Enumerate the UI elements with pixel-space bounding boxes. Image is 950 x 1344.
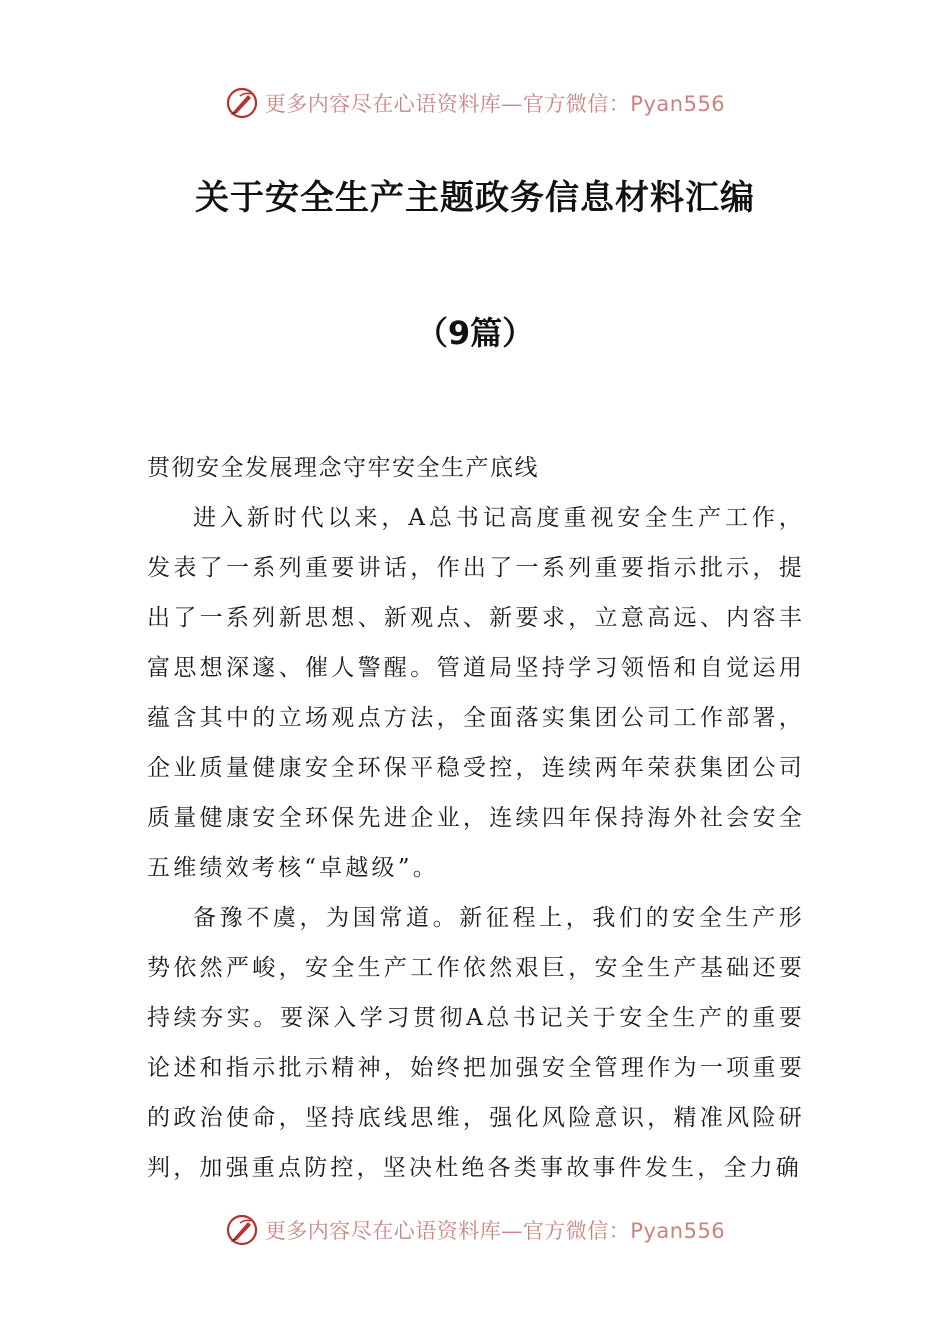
document-body [147, 443, 805, 1193]
quill-pen-logo-icon [225, 86, 259, 120]
document-subtitle: （9篇） [415, 314, 535, 352]
section-heading: 贯彻安全发展理念守牢安全生产底线 [147, 455, 539, 481]
watermark-wechat: 官方微信：Pyan556 [522, 92, 726, 116]
quill-pen-logo-icon [225, 1213, 259, 1247]
watermark-header [0, 83, 950, 123]
watermark-text: 更多内容尽在心语资料库—官方微信：Pyan556 [264, 1219, 726, 1243]
watermark-footer [0, 1210, 950, 1250]
paragraph: 备豫不虞，为国常道。新征程上，我们的安全生产形势依然严峻，安全生产工作依然艰巨，安全生产基础还要持续夯实。要深入学习贯彻A总书记关于安全生产的重要论述和指示批示精神，始终把加强安全管理作为一项重要的政治使命，坚持底线思维，强化风险意识，精准风险研判，加强重点防控，坚决杜绝各类事故事件发生，全力确 [147, 905, 805, 1181]
document-title: 关于安全生产主题政务信息材料汇编 [195, 178, 755, 218]
watermark-wechat: 官方微信：Pyan556 [522, 1219, 726, 1243]
paragraph: 进入新时代以来，A总书记高度重视安全生产工作，发表了一系列重要讲话，作出了一系列重要指示批示，提出了一系列新思想、新观点、新要求，立意高远、内容丰富思想深邃、催人警醒。管道局坚持学习领悟和自觉运用蕴含其中的立场观点方法，全面落实集团公司工作部署，企业质量健康安全环保平稳受控，连续两年荣获集团公司质量健康安全环保先进企业，连续四年保持海外社会安全五维绩效考核“卓越级”。 [147, 505, 805, 881]
watermark-text: 更多内容尽在心语资料库—官方微信：Pyan556 [264, 92, 726, 116]
